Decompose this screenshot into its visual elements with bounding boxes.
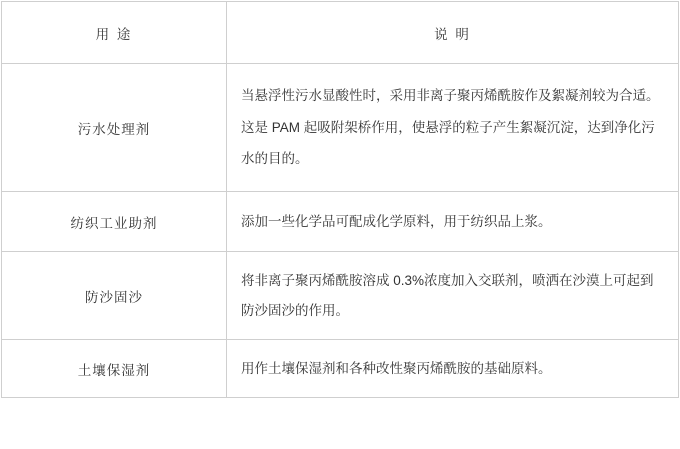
table-body (2, 64, 679, 398)
usage-description-table (1, 1, 679, 398)
table-row (2, 192, 679, 252)
cell-description: 用作土壤保湿剂和各种改性聚丙烯酰胺的基础原料。 (227, 340, 679, 398)
column-header-description: 说 明 (227, 2, 679, 64)
table-header (2, 2, 679, 64)
cell-usage: 污水处理剂 (2, 64, 227, 192)
column-header-usage: 用 途 (2, 2, 227, 64)
table-header-row (2, 2, 679, 64)
cell-usage: 土壤保湿剂 (2, 340, 227, 398)
table-row (2, 340, 679, 398)
cell-usage: 防沙固沙 (2, 252, 227, 340)
table-row (2, 252, 679, 340)
cell-description: 将非离子聚丙烯酰胺溶成 0.3%浓度加入交联剂，喷洒在沙漠上可起到防沙固沙的作用。 (227, 252, 679, 340)
cell-usage: 纺织工业助剂 (2, 192, 227, 252)
usage-description-table-container (0, 1, 680, 449)
cell-description: 当悬浮性污水显酸性时，采用非离子聚丙烯酰胺作及絮凝剂较为合适。这是 PAM 起吸附架桥作用，使悬浮的粒子产生絮凝沉淀，达到净化污水的目的。 (227, 64, 679, 192)
cell-description: 添加一些化学品可配成化学原料，用于纺织品上浆。 (227, 192, 679, 252)
table-row (2, 64, 679, 192)
